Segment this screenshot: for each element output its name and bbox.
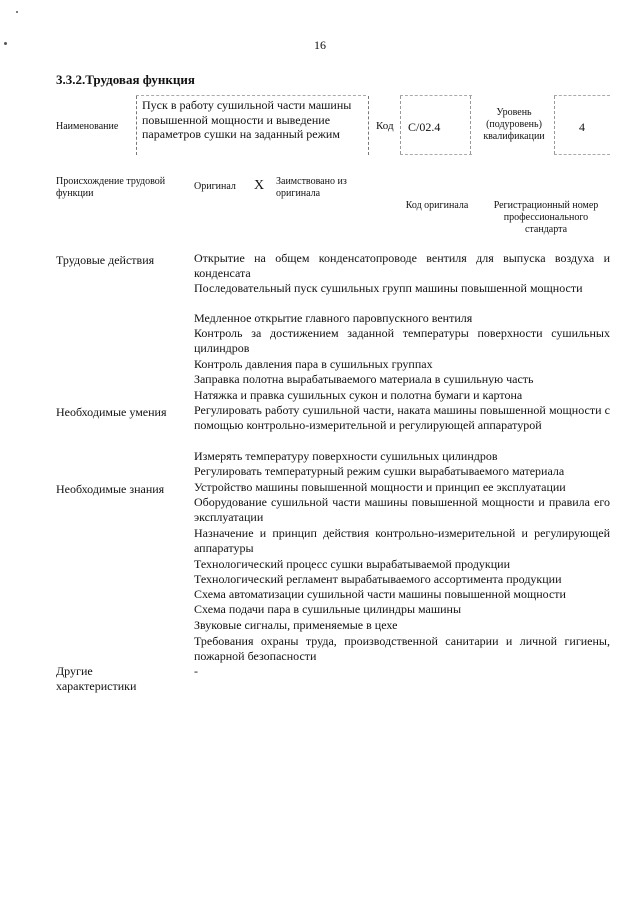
page-number: 16 xyxy=(314,38,326,52)
list-item: Звуковые сигналы, применяемые в цехе xyxy=(194,618,398,632)
list-item: Регулировать температурный режим сушки вырабатываемого материала xyxy=(194,464,565,478)
level-label: Уровень (подуровень) квалификации xyxy=(483,107,545,142)
list-item: Контроль за достижением заданной температуры поверхности сушильных цилиндров xyxy=(194,326,610,355)
list-item: Натяжка и правка сушильных сукон и полотна бумаги и картона xyxy=(194,388,523,402)
section-title: 3.3.2.Трудовая функция xyxy=(56,72,195,87)
origin-label: Происхождение трудовой функции xyxy=(56,176,166,199)
original-mark: X xyxy=(254,178,265,193)
other-label: Другие характеристики xyxy=(56,664,137,693)
reg-number-label: Регистрационный номер профессионального стандарта xyxy=(493,200,599,235)
knowledge-label: Необходимые знания xyxy=(56,482,165,496)
scan-speck xyxy=(4,42,7,45)
list-item: Назначение и принцип действия контрольно-измерительной и регулирующей аппаратуры xyxy=(194,526,610,555)
list-item: Требования охраны труда, производственной санитарии и личной гигиены, пожарной безопасности xyxy=(194,634,610,663)
code-box xyxy=(400,95,472,155)
code-label: Код xyxy=(376,120,394,132)
list-item: Схема автоматизации сушильной части машины повышенной мощности xyxy=(194,587,566,601)
list-item: Медленное открытие главного паровпускного вентиля xyxy=(194,311,473,325)
skills-label: Необходимые умения xyxy=(56,405,167,419)
name-label: Наименование xyxy=(56,121,119,132)
name-box xyxy=(136,95,366,155)
list-item: Заправка полотна вырабатываемого материала в сушильную часть xyxy=(194,372,534,386)
original-label: Оригинал xyxy=(194,181,236,192)
code-original-label: Код оригинала xyxy=(405,200,469,211)
name-value: Пуск в работу сушильной части машины повышенной мощности и выведение параметров сушки на заданный режим xyxy=(142,98,352,141)
labor-actions-label: Трудовые действия xyxy=(56,253,155,267)
scan-speck xyxy=(16,11,18,13)
list-item: Технологический регламент вырабатываемого ассортимента продукции xyxy=(194,572,562,586)
list-item: Устройство машины повышенной мощности и принцип ее эксплуатации xyxy=(194,480,566,494)
level-value: 4 xyxy=(579,120,585,134)
list-item: Открытие на общем конденсатопроводе вентиля для выпуска воздуха и конденсата xyxy=(194,251,610,280)
list-item: Последовательный пуск сушильных групп машины повышенной мощности xyxy=(194,281,583,295)
other-value: - xyxy=(194,664,198,678)
list-item: Схема подачи пара в сушильные цилиндры машины xyxy=(194,602,462,616)
borrowed-label: Заимствовано из оригинала xyxy=(276,176,347,199)
list-item: Технологический процесс сушки вырабатываемой продукции xyxy=(194,557,511,571)
list-item: Регулировать работу сушильной части, наката машины повышенной мощности с помощью контрольно-измерительной и регулирующей аппаратурой xyxy=(194,403,610,432)
code-value: С/02.4 xyxy=(408,120,441,134)
level-box xyxy=(554,95,610,155)
list-item: Оборудование сушильной части машины повышенной мощности и правила его эксплуатации xyxy=(194,495,610,524)
list-item: Измерять температуру поверхности сушильных цилиндров xyxy=(194,449,498,463)
list-item: Контроль давления пара в сушильных группах xyxy=(194,357,433,371)
